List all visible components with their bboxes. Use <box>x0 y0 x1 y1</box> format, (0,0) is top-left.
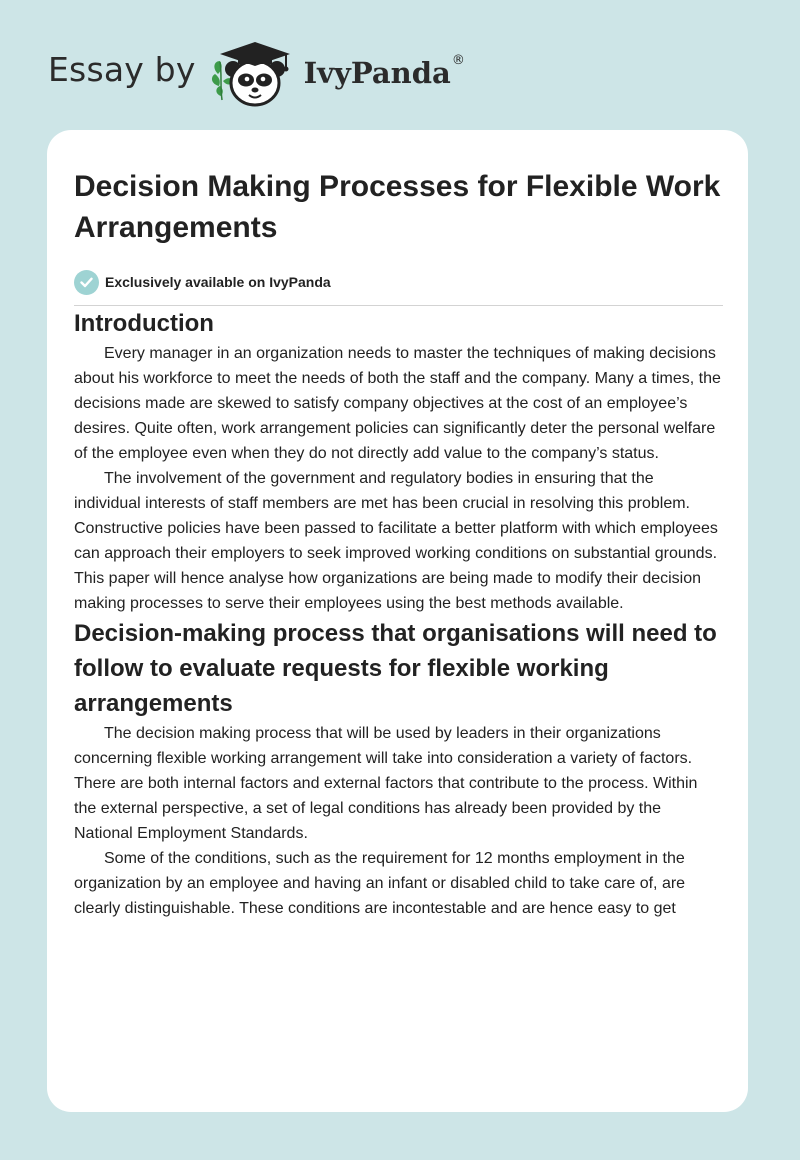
paragraph: The involvement of the government and regulatory bodies in ensuring that the individual interests of staff members are met has been crucial in resolving this problem. Constructive policies have been passed to facilitate a better platform with which employees can approach their employers to seek improved working conditions on substantial grounds. This paper will hence analyse how organizations are being made to modify their decision making processes to serve their employees using the best methods available. <box>74 470 718 612</box>
article-card <box>47 130 748 1112</box>
check-circle-icon <box>74 270 99 295</box>
section-heading-introduction: Introduction <box>74 310 214 337</box>
exclusive-badge <box>74 269 724 295</box>
article-body <box>74 166 724 921</box>
brand-name: IvyPanda <box>303 56 451 90</box>
exclusive-text: Exclusively available on IvyPanda <box>105 274 331 290</box>
paragraph: The decision making process that will be used by leaders in their organizations concerning flexible working arrangement will take into consideration a variety of factors. There are both internal factors and external factors that contribute to the process. Within the external perspective, a set of legal conditions has already been provided by the National Employment Standards. <box>74 725 698 842</box>
section-heading-decision-process: Decision-making process that organisations will need to follow to evaluate requests for flexible working arrangements <box>74 620 717 717</box>
article-title: Decision Making Processes for Flexible Work Arrangements <box>74 170 721 244</box>
panda-graduate-logo-icon[interactable] <box>208 34 300 110</box>
paragraph: Some of the conditions, such as the requirement for 12 months employment in the organization by an employee and having an infant or disabled child to take care of, are clearly distinguishable. These conditions are incontestable and are hence easy to get <box>74 850 686 917</box>
paragraph: Every manager in an organization needs to master the techniques of making decisions about his workforce to meet the needs of both the staff and the company. Many a times, the decisions made are skewed to satisfy company objectives at the cost of an employee’s desires. Quite often, work arrangement policies can significantly deter the personal welfare of the employee even when they do not directly add value to the company’s status. <box>74 345 721 462</box>
brand-header <box>48 32 465 112</box>
brand-prefix: Essay by <box>48 49 196 89</box>
registered-mark: ® <box>451 52 465 68</box>
